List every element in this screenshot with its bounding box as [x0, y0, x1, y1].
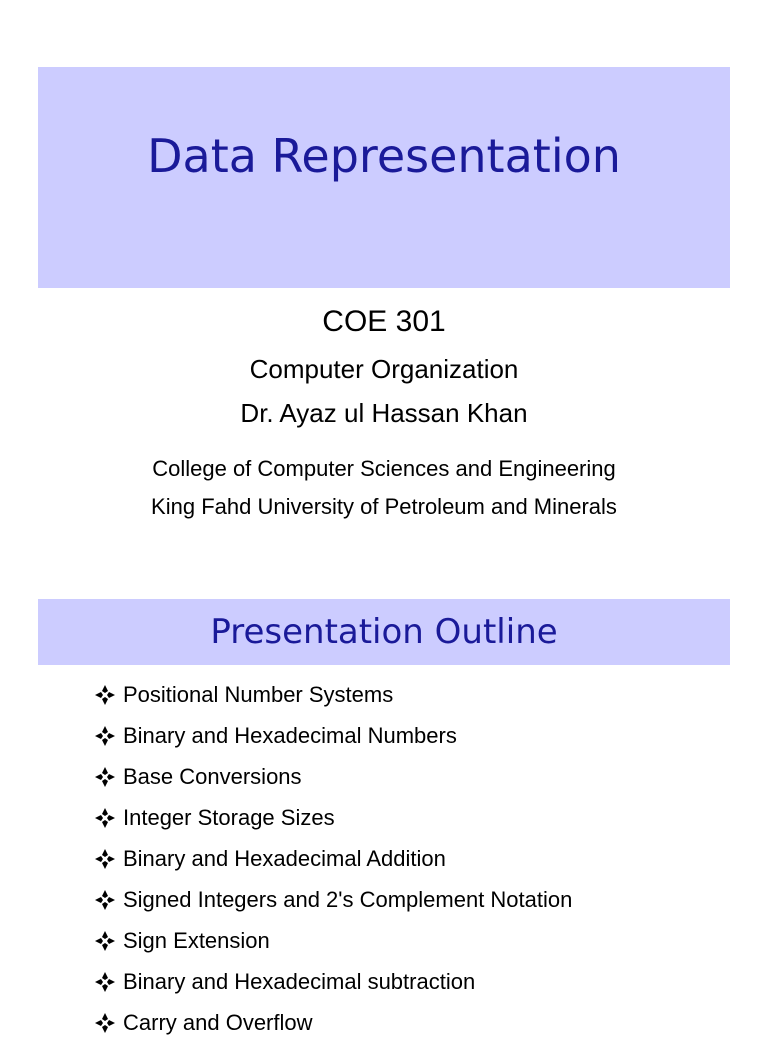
slide-title: Data Representation	[147, 128, 621, 183]
title-banner	[38, 67, 730, 288]
diamond-bullet-icon	[94, 1012, 116, 1034]
list-item-label: Carry and Overflow	[123, 1009, 313, 1035]
list-item-label: Binary and Hexadecimal Numbers	[123, 722, 457, 748]
list-item	[94, 756, 572, 797]
outline-list	[94, 674, 572, 1043]
diamond-bullet-icon	[94, 766, 116, 788]
instructor-name: Dr. Ayaz ul Hassan Khan	[240, 398, 528, 428]
university-name: King Fahd University of Petroleum and Minerals	[151, 494, 617, 519]
list-item-label: Sign Extension	[123, 927, 270, 953]
outline-title: Presentation Outline	[210, 612, 558, 652]
list-item-label: Binary and Hexadecimal Addition	[123, 845, 446, 871]
outline-banner	[38, 599, 730, 665]
list-item	[94, 1002, 572, 1043]
list-item	[94, 920, 572, 961]
course-code: COE 301	[322, 305, 446, 338]
diamond-bullet-icon	[94, 930, 116, 952]
list-item	[94, 879, 572, 920]
diamond-bullet-icon	[94, 889, 116, 911]
list-item	[94, 797, 572, 838]
list-item-label: Positional Number Systems	[123, 681, 394, 707]
list-item-label: Base Conversions	[123, 763, 302, 789]
diamond-bullet-icon	[94, 684, 116, 706]
list-item	[94, 715, 572, 756]
diamond-bullet-icon	[94, 971, 116, 993]
list-item	[94, 838, 572, 879]
diamond-bullet-icon	[94, 848, 116, 870]
list-item-label: Integer Storage Sizes	[123, 804, 335, 830]
diamond-bullet-icon	[94, 725, 116, 747]
list-item	[94, 961, 572, 1002]
list-item-label: Signed Integers and 2's Complement Notation	[123, 886, 573, 912]
list-item-label: Binary and Hexadecimal subtraction	[123, 968, 476, 994]
diamond-bullet-icon	[94, 807, 116, 829]
college-name: College of Computer Sciences and Engineering	[152, 456, 616, 481]
list-item	[94, 674, 572, 715]
course-name: Computer Organization	[249, 354, 519, 384]
